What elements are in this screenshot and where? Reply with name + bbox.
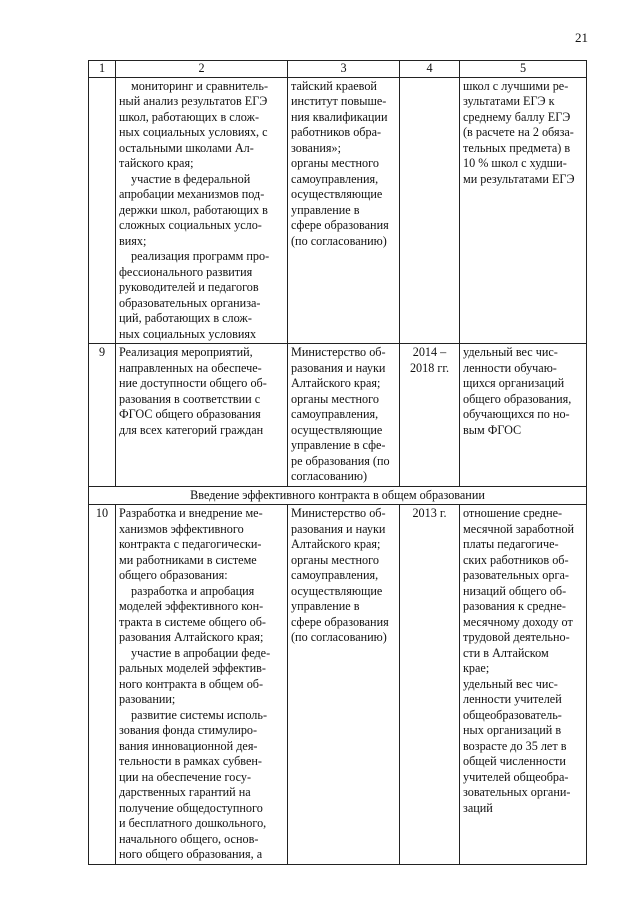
row-number: 9	[89, 344, 116, 487]
text-line: работников обра-	[291, 125, 382, 139]
text-line: Реализация мероприятий,	[119, 345, 253, 359]
text-line: органы местного	[291, 156, 379, 170]
text-line: ного общего образования, а	[119, 847, 263, 861]
text-line: тельности в рамках субвен-	[119, 754, 262, 768]
activity-cell	[116, 344, 288, 487]
text-line: начального общего, основ-	[119, 831, 259, 846]
column-header: 1	[89, 61, 116, 78]
text-line: отношение средне-	[463, 506, 563, 520]
text-line: ного контракта в общем об-	[119, 676, 264, 691]
text-line: возрасте до 35 лет в	[463, 738, 567, 753]
text-line: тракта в системе общего об-	[119, 614, 266, 629]
text-line: заций	[463, 800, 493, 815]
text-line: управление в	[291, 599, 360, 613]
text-line: школ с лучшими ре-	[463, 78, 569, 93]
page-number: 21	[575, 30, 588, 45]
text-line: получение общедоступного	[119, 800, 263, 815]
text-line: Министерство об-	[291, 506, 386, 520]
text-line: участие в федеральной	[131, 171, 251, 186]
text-line: мониторинг и сравнитель-	[131, 78, 269, 93]
text-line: направленных на обеспече-	[119, 360, 262, 375]
text-line: участие в апробации феде-	[131, 645, 271, 660]
text-line: трудовой деятельно-	[463, 630, 570, 644]
text-line: Алтайского края;	[291, 537, 381, 551]
text-line: сти в Алтайском	[463, 645, 549, 660]
text-line: апробации механизмов под-	[119, 187, 265, 201]
text-line: разования Алтайского края;	[119, 630, 264, 644]
text-line: осуществляющие	[291, 187, 383, 201]
text-line: осуществляющие	[291, 583, 383, 598]
text-line: низаций общего об-	[463, 583, 567, 598]
text-line: месячной заработной	[463, 521, 575, 536]
table-row	[89, 344, 587, 487]
text-line: общей численности	[463, 754, 566, 768]
indicators-cell	[460, 77, 587, 344]
text-line: зовательных органи-	[463, 785, 571, 799]
text-line: реализация программ про-	[131, 249, 270, 263]
text-line: самоуправления,	[291, 407, 379, 421]
text-line: общего образования:	[119, 568, 228, 582]
row-number: 10	[89, 505, 116, 865]
text-line: платы педагогиче-	[463, 537, 559, 551]
executors-cell	[288, 77, 400, 344]
text-line: ный анализ результатов ЕГЭ	[119, 94, 268, 108]
text-line: вым ФГОС	[463, 422, 522, 437]
text-line: образовательных организа-	[119, 295, 261, 310]
text-line: согласованию)	[291, 469, 368, 483]
text-line: учителей общеобра-	[463, 769, 569, 784]
text-line: ре образования (по	[291, 453, 390, 468]
text-line: разовании;	[119, 692, 176, 706]
text-line: (по согласованию)	[291, 233, 387, 248]
table-row	[89, 505, 587, 865]
column-header: 4	[400, 61, 460, 78]
text-line: удельный вес чис-	[463, 676, 558, 691]
text-line: органы местного	[291, 391, 379, 406]
executors-cell	[288, 505, 400, 865]
text-line: тайского края;	[119, 156, 194, 170]
text-line: контракта с педагогически-	[119, 537, 262, 551]
text-line: виях;	[119, 233, 147, 248]
text-line: и бесплатного дошкольного,	[119, 816, 267, 830]
text-line: разработка и апробация	[131, 583, 255, 598]
text-line: общего образования,	[463, 391, 572, 406]
text-line: ных социальных условиях, с	[119, 125, 268, 139]
text-line: обучающихся по но-	[463, 407, 570, 421]
text-line: общеобразователь-	[463, 707, 562, 722]
text-line: сфере образования	[291, 218, 389, 232]
text-line: 10 % школ с худши-	[463, 156, 567, 170]
text-line: самоуправления,	[291, 171, 379, 186]
text-line: ние доступности общего об-	[119, 376, 267, 390]
text-line: (в расчете на 2 обяза-	[463, 125, 574, 139]
text-line: месячному доходу от	[463, 614, 573, 629]
text-line: ния квалификации	[291, 109, 388, 124]
text-line: ских работников об-	[463, 552, 569, 567]
text-line: (по согласованию)	[291, 630, 387, 644]
text-line: для всех категорий граждан	[119, 422, 264, 437]
text-line: держки школ, работающих в	[119, 202, 268, 217]
text-line: институт повыше-	[291, 94, 387, 108]
text-line: самоуправления,	[291, 568, 379, 582]
text-line: органы местного	[291, 552, 379, 567]
text-line: остальными школами Ал-	[119, 140, 254, 155]
text-line: развитие системы исполь-	[131, 707, 268, 722]
text-line: Разработка и внедрение ме-	[119, 506, 263, 520]
column-header: 5	[460, 61, 587, 78]
text-line: Алтайского края;	[291, 376, 381, 390]
text-line: ми результатами ЕГЭ	[463, 171, 575, 186]
period-cell: 2013 г.	[400, 505, 460, 865]
text-line: школ, работающих в слож-	[119, 109, 260, 124]
period-cell	[400, 77, 460, 344]
text-line: крае;	[463, 661, 490, 675]
text-line: зования фонда стимулиро-	[119, 723, 258, 737]
text-line: ции на обеспечение госу-	[119, 769, 252, 784]
text-line: ханизмов эффективного	[119, 521, 244, 536]
period-cell: 2014 – 2018 гг.	[400, 344, 460, 487]
text-line: ных социальных условиях	[119, 326, 257, 341]
activity-cell	[116, 505, 288, 865]
text-line: ленности учителей	[463, 692, 562, 706]
table-row	[89, 77, 587, 344]
row-number	[89, 77, 116, 344]
text-line: управление в	[291, 202, 360, 217]
text-line: разования и науки	[291, 521, 386, 536]
text-line: Министерство об-	[291, 345, 386, 359]
text-line: разовательных орга-	[463, 568, 569, 582]
text-line: тельных предмета) в	[463, 140, 571, 155]
text-line: руководителей и педагогов	[119, 280, 259, 294]
text-line: сфере образования	[291, 614, 389, 629]
text-line: ций, работающих в слож-	[119, 311, 252, 325]
text-line: сложных социальных усло-	[119, 218, 262, 232]
text-line: фессионального развития	[119, 264, 253, 279]
text-line: среднему баллу ЕГЭ	[463, 109, 571, 124]
text-line: вания инновационной дея-	[119, 738, 258, 753]
indicators-cell	[460, 505, 587, 865]
section-heading: Введение эффективного контракта в общем образовании	[89, 486, 587, 505]
text-line: зования»;	[291, 140, 341, 155]
activity-cell	[116, 77, 288, 344]
text-line: ральных моделей эффектив-	[119, 661, 266, 675]
text-line: ленности обучаю-	[463, 360, 557, 375]
text-line: зультатами ЕГЭ к	[463, 94, 555, 108]
text-line: тайский краевой	[291, 78, 377, 93]
section-heading-row	[89, 486, 587, 505]
text-line: управление в сфе-	[291, 438, 386, 452]
text-line: дарственных гарантий на	[119, 785, 251, 799]
column-header: 2	[116, 61, 288, 78]
text-line: щихся организаций	[463, 376, 565, 390]
text-line: ми работниками в системе	[119, 552, 257, 567]
column-header: 3	[288, 61, 400, 78]
text-line: разования к средне-	[463, 599, 566, 613]
text-line: разования и науки	[291, 360, 386, 375]
indicators-cell	[460, 344, 587, 487]
text-line: осуществляющие	[291, 422, 383, 437]
text-line: ных организаций в	[463, 723, 562, 737]
table-header-row	[89, 61, 587, 78]
measures-table	[88, 60, 587, 865]
executors-cell	[288, 344, 400, 487]
text-line: моделей эффективного кон-	[119, 599, 264, 613]
text-line: разования в соответствии с	[119, 391, 261, 406]
text-line: ФГОС общего образования	[119, 407, 261, 421]
text-line: удельный вес чис-	[463, 345, 558, 359]
